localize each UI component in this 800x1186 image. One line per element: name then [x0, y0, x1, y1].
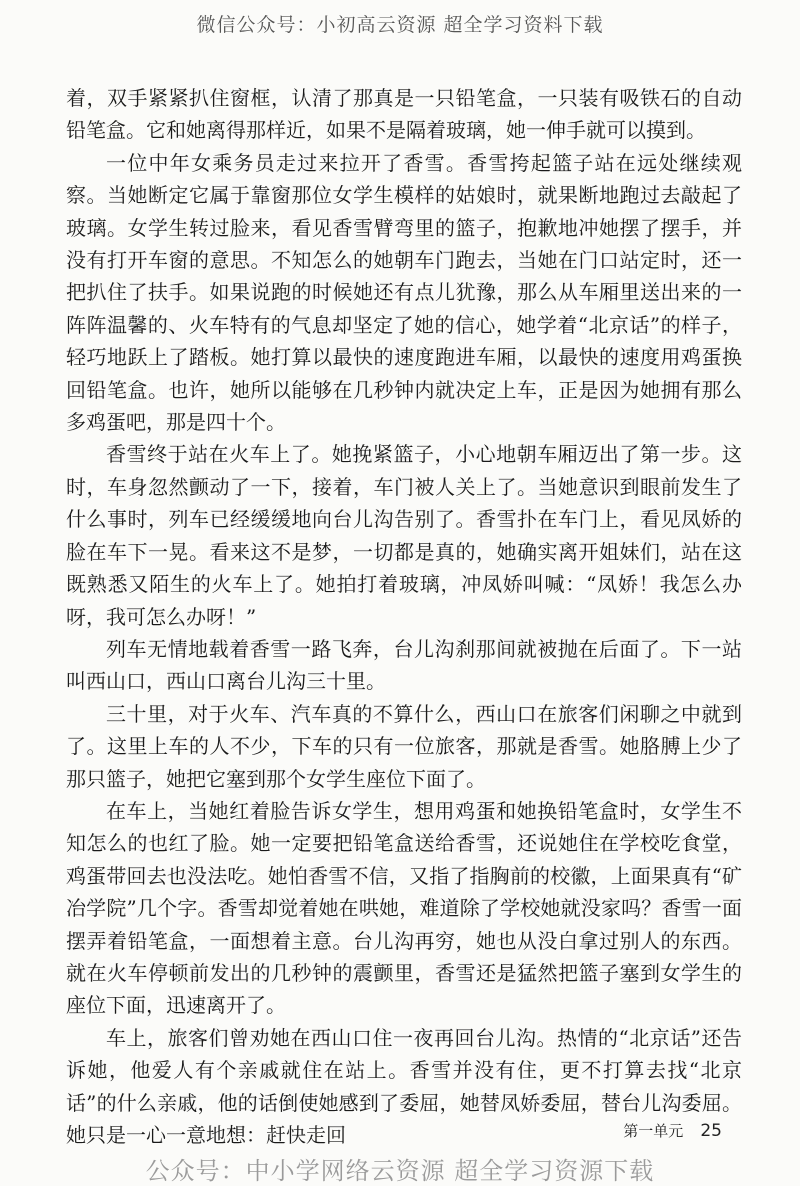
page-number: 25 [700, 1121, 722, 1141]
article-body [66, 82, 742, 1151]
paragraph-2: 一位中年女乘务员走过来拉开了香雪。香雪挎起篮子站在远处继续观察。当她断定它属于靠窗那位女学生模样的姑娘时，就果断地跑过去敲起了玻璃。女学生转过脸来，看见香雪臂弯里的篮子，抱歉地冲她摆了摆手，并没有打开车窗的意思。不知怎么的她朝车门跑去，当她在门口站定时，还一把扒住了扶手。如果说跑的时候她还有点儿犹豫，那么从车厢里送出来的一阵阵温馨的、火车特有的气息却坚定了她的信心，她学着“北京话”的样子，轻巧地跃上了踏板。她打算以最快的速度跑进车厢，以最快的速度用鸡蛋换回铅笔盒。也许，她所以能够在几秒钟内就决定上车，正是因为她拥有那么多鸡蛋吧，那是四十个。 [66, 150, 742, 435]
top-watermark-banner: 微信公众号：小初高云资源 超全学习资料下载 [196, 14, 604, 36]
page-footer [623, 1120, 722, 1141]
paragraph-3: 香雪终于站在火车上了。她挽紧篮子，小心地朝车厢迈出了第一步。这时，车身忽然颤动了一下，接着，车门被人关上了。当她意识到眼前发生了什么事时，列车已经缓缓地向台儿沟告别了。香雪扑在车门上，看见凤娇的脸在车下一晃。看来这不是梦，一切都是真的，她确实离开姐妹们，站在这既熟悉又陌生的火车上了。她拍打着玻璃，冲凤娇叫喊：“凤娇！我怎么办呀，我可怎么办呀！” [66, 442, 742, 629]
paragraph-1: 着，双手紧紧扒住窗框，认清了那真是一只铅笔盒，一只装有吸铁石的自动铅笔盒。它和她离得那样近，如果不是隔着玻璃，她一伸手就可以摸到。 [66, 86, 742, 143]
paragraph-5: 三十里，对于火车、汽车真的不算什么，西山口在旅客们闲聊之中就到了。这里上车的人不少，下车的只有一位旅客，那就是香雪。她胳膊上少了那只篮子，她把它塞到那个女学生座位下面了。 [66, 701, 742, 791]
paragraph-6: 在车上，当她红着脸告诉女学生，想用鸡蛋和她换铅笔盒时，女学生不知怎么的也红了脸。她一定要把铅笔盒送给香雪，还说她住在学校吃食堂，鸡蛋带回去也没法吃。她怕香雪不信，又指了指胸前的校徽，上面果真有“矿冶学院”几个字。香雪却觉着她在哄她，难道除了学校她就没家吗？香雪一面摆弄着铅笔盒，一面想着主意。台儿沟再穷，她也从没白拿过别人的东西。就在火车停顿前发出的几秒钟的震颤里，香雪还是猛然把篮子塞到女学生的座位下面，迅速离开了。 [66, 798, 742, 1018]
bottom-watermark: 公众号：中小学网络云资源 超全学习资源下载 [145, 1157, 655, 1185]
paragraph-4: 列车无情地载着香雪一路飞奔，台儿沟刹那间就被抛在后面了。下一站叫西山口，西山口离台儿沟三十里。 [66, 636, 742, 694]
unit-label: 第一单元 [623, 1122, 684, 1140]
paragraph-7: 车上，旅客们曾劝她在西山口住一夜再回台儿沟。热情的“北京话”还告诉她，他爱人有个亲戚就住在站上。香雪并没有住，更不打算去找“北京话”的什么亲戚，他的话倒使她感到了委屈，她替凤娇委屈，替台儿沟委屈。她只是一心一意地想：赶快走回 [66, 1025, 742, 1147]
